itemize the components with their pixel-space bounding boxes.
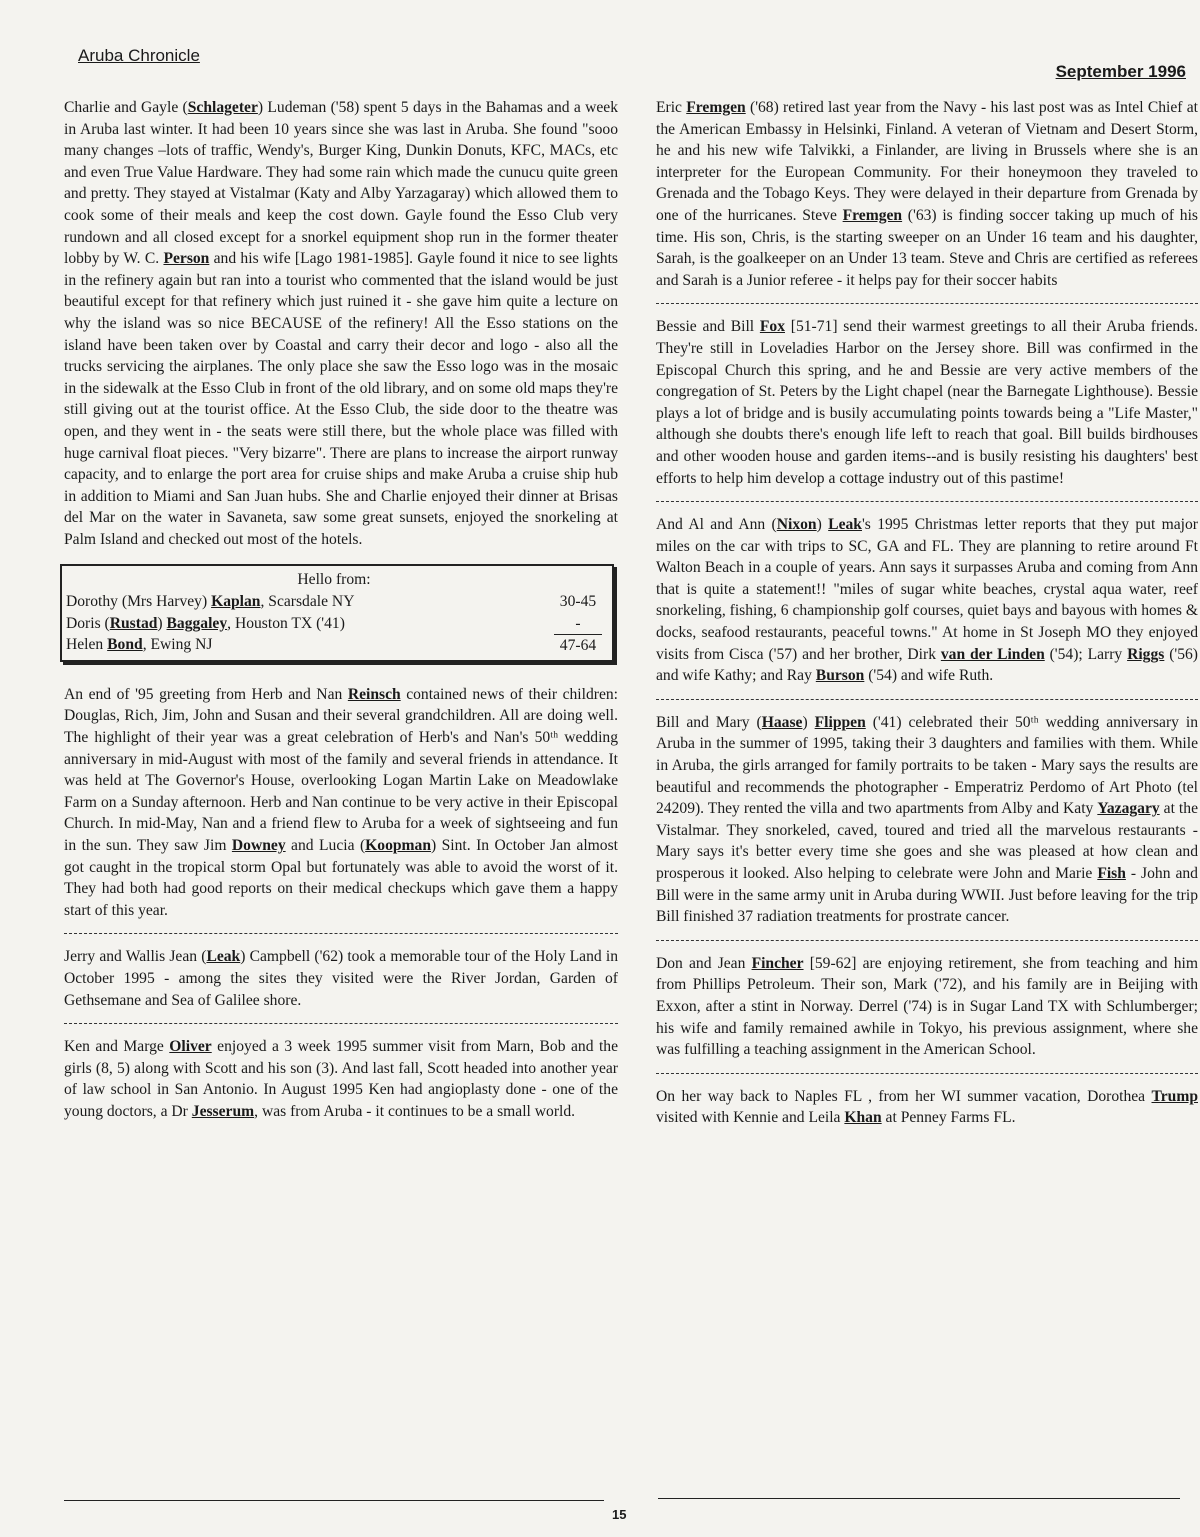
hello-name: Doris (Rustad) Baggaley, Houston TX ('41) [66,614,345,632]
bold-surname: Person [163,250,210,268]
bold-surname: Fincher [751,954,804,972]
bold-surname: Leak [206,948,241,966]
dashed-divider [656,940,1198,941]
hello-row-kaplan [66,591,602,613]
hello-from-box [60,564,614,661]
dashed-divider [656,699,1198,700]
bold-surname: Flippen [814,713,866,731]
bold-surname: Koopman [365,837,431,854]
bold-surname: Fox [759,318,785,336]
article-fincher: Don and Jean Fincher [59-62] are enjoying retirement, she from teaching and him from Phillips Petroleum. Their son, Mark ('72), and his family are in Beijing with Exxon, after a stint in Norway. Derrel ('74) is in Sugar Land TX with Schlumberger; his wife and family remained awhile in Tokyo, his previous assignment, where she was fulfilling a teaching assignment in the American School. [656,954,1198,1059]
right-column [656,97,1198,1129]
article-reinsch: An end of '95 greeting from Herb and Nan Reinsch contained news of their children: Douglas, Rich, Jim, John and Susan and their several grandchildren. All are doing well. The highlight of their year was a great celebration of Herb's and Nan's 50ᵗʰ wedding anniversary in mid-August with most of the family and several friends in attendance. It was held at The Governor's House, overlooking Logan Martin Lake on Meadowlake Farm on a Sunday afternoon. Herb and Nan continue to be very active in their Episcopal Church. In mid-May, Nan and a friend flew to Aruba for a week of sightseeing and fun in the sun. They saw Jim Downey and Lucia (Koopman) Sint. In October Jan almost got caught in the tropical storm Opal but fortunately was able to avoid the worst of it. They had both had good reports on their medical checkups which gave them a happy start of this year. [64,685,618,919]
hello-name: Helen Bond, Ewing NJ [66,636,213,654]
bold-surname: Reinsch [347,685,401,703]
hello-row-bond [66,634,602,657]
article-oliver: Ken and Marge Oliver enjoyed a 3 week 1995 summer visit from Marn, Bob and the girls (8, 5) along with Scott and his son (3). And last fall, Scott headed into another year of law school in San Antonio. In August 1995 Ken had angioplasty done - one of the young doctors, a Dr Jesserum, was from Aruba - it continues to be a small world. [64,1038,618,1120]
dashed-divider [64,933,618,934]
left-column [64,97,618,1123]
issue-date: September 1996 [1055,62,1186,81]
bold-surname: Oliver [169,1038,212,1056]
bottom-rule-left [64,1500,604,1501]
bold-surname: Downey [231,837,286,854]
bold-surname: Baggaley [166,614,228,632]
publication-title: Aruba Chronicle [78,46,200,65]
bold-surname: Riggs [1127,645,1165,663]
dashed-divider [656,501,1198,502]
dashed-divider [656,1073,1198,1074]
bold-surname: van der Linden [940,645,1045,663]
bold-surname: Khan [844,1109,882,1127]
bold-surname: Leak [828,516,862,534]
article-ludeman: Charlie and Gayle (Schlageter) Ludeman ('58) spent 5 days in the Bahamas and a week in Aruba last winter. It had been 10 years since she was last in Aruba. She found "sooo many changes –lots of traffic, Wendy's, Burger King, Dunkin Donuts, KFC, MACs, etc and even True Value Hardware. They had some rain which made the cunucu quite green and pretty. They stayed at Vistalmar (Katy and Alby Yarzagaray) which allowed them to cook some of their meals and keep the cost down. Gayle found the Esso Club very rundown and all closed except for a snorkel equipment shop run in the former theater lobby by W. C. Person and his wife [Lago 1981-1985]. Gayle found it nice to see lights in the refinery again but ran into a tourist who commented that the island would be just beautiful except for that refinery which just ruined it - she gave him quite a lecture on why the island was so nice BECAUSE of the refinery! All the Esso stations on the island have been taken over by Coastal and carry their decor and logo - also all the trucks servicing the airplanes. The only place she saw the Esso logo was in the mosaic in the sidewalk at the Esso Club in front of the old library, and on some old maps they're still giving out at the tourist office. At the Esso Club, the side door to the theatre was open, and they went in - the seats were still there, but the whole place was filled with huge carnival float pieces. "Very bizarre". There are plans to increase the airport runway capacity, and to enlarge the port area for cruise ships and make Aruba a cruise ship hub in addition to Miami and San Juan hubs. She and Charlie enjoyed their dinner at Brisas del Mar on the water in Savaneta, saw some great sunsets, enjoyed the snorkeling at Palm Island and checked out most of the hotels. [64,99,618,548]
hello-from-title: Hello from: [297,571,371,589]
page-number: 15 [612,1507,627,1522]
article-fremgen: Eric Fremgen ('68) retired last year from the Navy - his last post was as Intel Chief at the American Embassy in Helsinki, Finland. A veteran of Vietnam and Desert Storm, he and his new wife Talvikki, a Finlander, are living in Brussels where she is an interpreter for the European Community. For their honeymoon they traveled to Grenada and the Tobago Keys. They were delayed in their departure from Grenada by one of the hurricanes. Steve Fremgen ('63) is finding soccer taking up much of his time. His son, Chris, is the starting sweeper on an Under 16 team and his daughter, Sarah, is the goalkeeper on an Under 13 team. Steve and Chris are certified as referees and Sarah is a Junior referee - it helps pay for their soccer habits [656,99,1199,289]
bold-surname: Yazagary [1097,800,1160,818]
bold-surname: Rustad [109,614,158,632]
bold-surname: Schlageter [187,99,258,116]
bold-surname: Burson [815,667,865,685]
bold-surname: Jesserum [191,1102,255,1120]
article-trump: On her way back to Naples FL , from her WI summer vacation, Dorothea Trump visited with Kennie and Leila Khan at Penney Farms FL. [656,1087,1198,1127]
hello-row-baggaley [66,613,602,635]
bold-surname: Haase [761,713,803,731]
bold-surname: Trump [1151,1087,1198,1105]
hello-years: 47-64 [554,634,602,657]
bold-surname: Fremgen [686,99,746,116]
article-fox: Bessie and Bill Fox [51-71] send their warmest greetings to all their Aruba friends. They're still in Loveladies Harbor on the Jersey shore. Bill was confirmed in the Episcopal Church this spring, and he and Bessie are very active members of the congregation of St. Peters by the Light chapel (near the Barnegate Lighthouse). Bessie plays a lot of bridge and is busily accumulating points towards being a "Life Master," although she doubts there's enough life left to reach that goal. Bill builds birdhouses and other wooden house and garden items--and is busily resisting his daughters' best efforts to help him develop a cottage industry out of this pastime! [656,318,1198,487]
dashed-divider [656,303,1198,304]
bold-surname: Bond [107,636,143,654]
hello-years: - [575,614,581,632]
bold-surname: Kaplan [211,593,261,611]
article-flippen: Bill and Mary (Haase) Flippen ('41) celebrated their 50ᵗʰ wedding anniversary in Aruba in the summer of 1995, taking their 3 daughters and families with them. While in Aruba, the girls arranged for family portraits to be taken - Mary says the results are beautiful and recommends the photographer - Emperatriz Perdomo of Art Photo (tel 24209). They rented the villa and two apartments from Alby and Katy Yazagary at the Vistalmar. They snorkeled, caved, toured and tried all the marvelous restaurants - Mary says it's better every time she goes and she was pleased at how clean and prosperous it looked. Also helping to celebrate were John and Marie Fish - John and Bill were in the same army unit in Aruba during WWII. Just before leaving for the trip Bill finished 37 radiation treatments for prostrate cancer. [656,713,1199,926]
bottom-rule-right [658,1498,1180,1499]
dashed-divider [64,1023,618,1024]
article-campbell: Jerry and Wallis Jean (Leak) Campbell ('62) took a memorable tour of the Holy Land in October 1995 - among the sites they visited were the River Jordan, Garden of Gethsemane and Sea of Galilee shore. [64,948,618,1009]
bold-surname: Fremgen [842,206,903,224]
bold-surname: Fish [1097,865,1126,882]
hello-years: 30-45 [559,593,597,611]
article-leak: And Al and Ann (Nixon) Leak's 1995 Christmas letter reports that they put major miles on the car with trips to SC, GA and FL. They are planning to retire around Ft Walton Beach in a couple of years. Ann says it surpasses Aruba and coming from Ann that is quite a statement!! "miles of sugar white beaches, crystal aqua water, reef snorkeling, fishing, 6 championship golf courses, quiet bays and bayous with homes & docks, seafood restaurants, peaceful towns." At home in St Joseph MO they enjoyed visits from Cisca ('57) and her brother, Dirk van der Linden ('54); Larry Riggs ('56) and wife Kathy; and Ray Burson ('54) and wife Ruth. [656,516,1199,685]
hello-name: Dorothy (Mrs Harvey) Kaplan, Scarsdale NY [66,593,355,611]
bold-surname: Nixon [776,516,817,534]
